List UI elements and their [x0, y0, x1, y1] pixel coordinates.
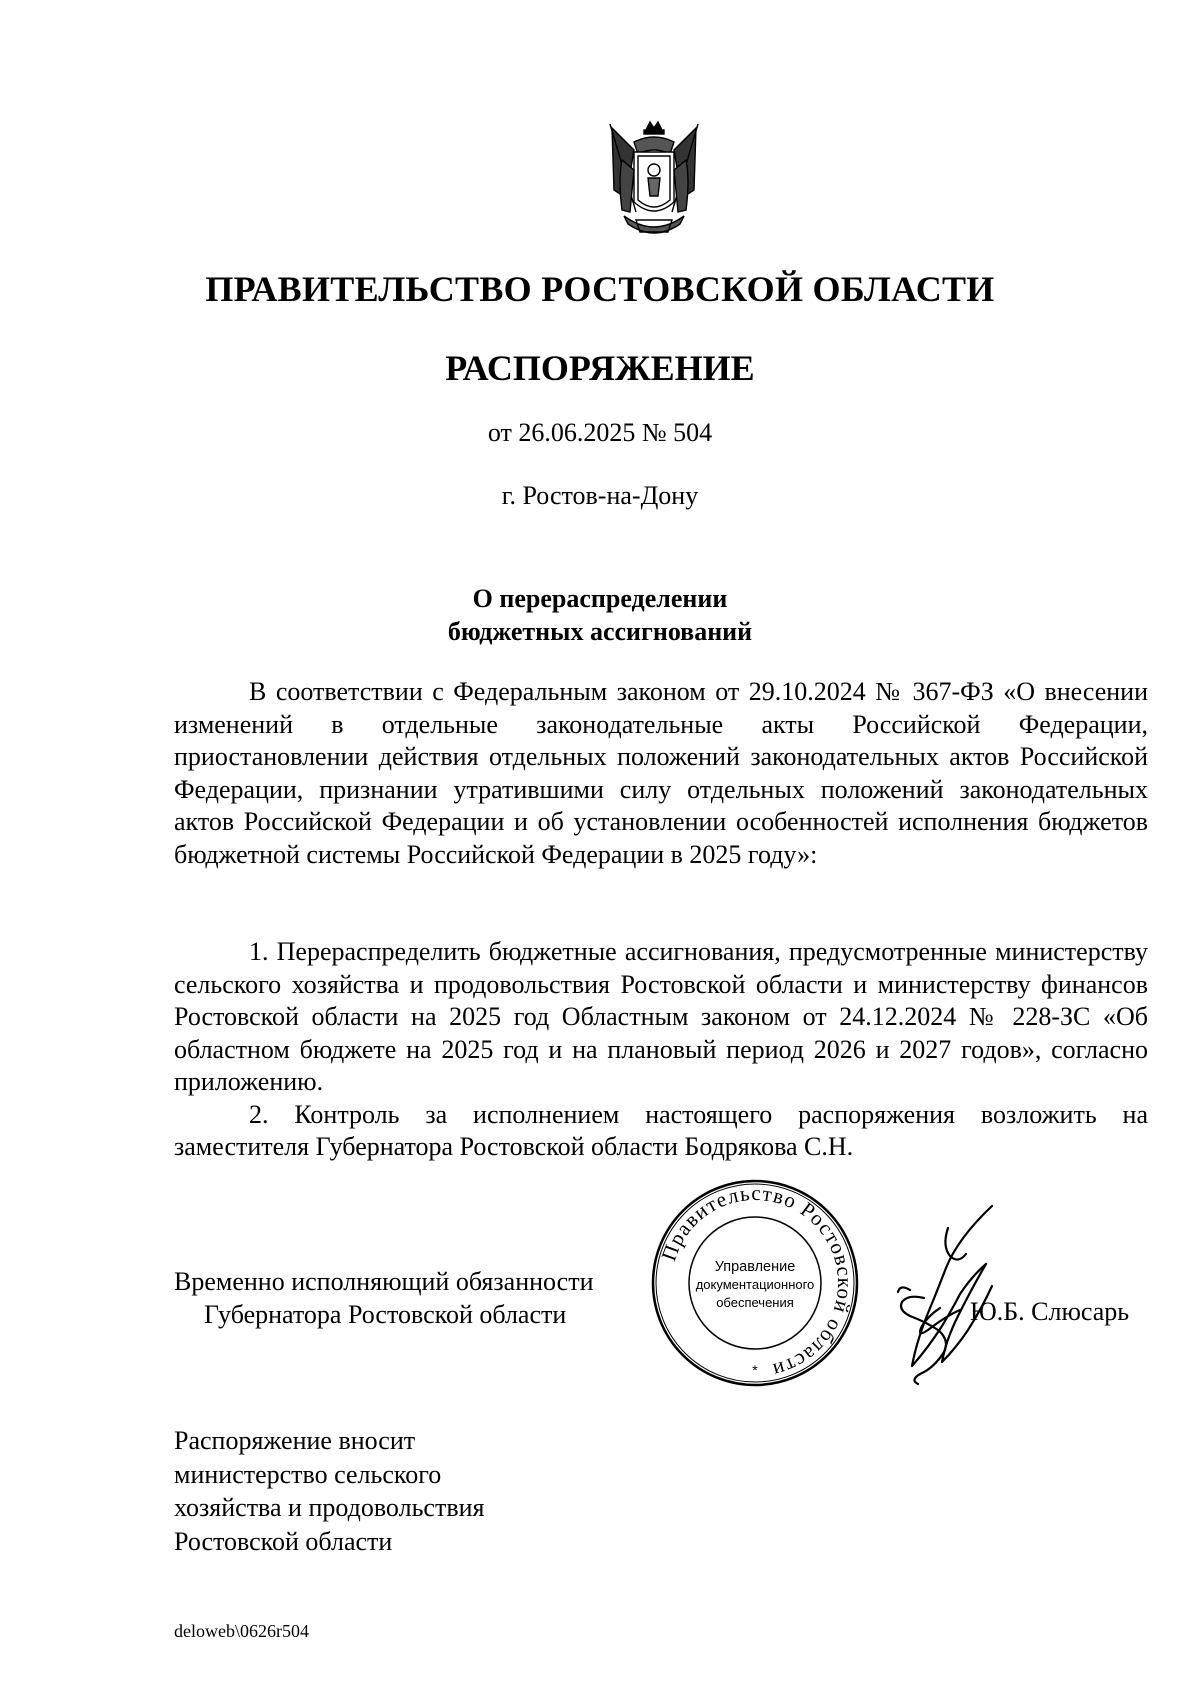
- preamble-paragraph: В соответствии с Федеральным законом от 29.10.2024 № 367-ФЗ «О внесении изменений в отдельные законодательные акты Российской Федерации, приостановлении действия отдельных положений законодательных актов Российской Федерации, признании утратившими силу отдельных положений законодательных актов Российской Федерации и об установлении особенностей исполнения бюджетов бюджетной системы Российской Федерации в 2025 году»:: [174, 677, 1148, 869]
- document-subject: [0, 582, 1200, 648]
- document-city: г. Ростов-на-Дону: [501, 481, 699, 510]
- signer-position-line-1: Временно исполняющий обязанности: [174, 1267, 594, 1296]
- government-title: ПРАВИТЕЛЬСТВО РОСТОВСКОЙ ОБЛАСТИ: [205, 269, 995, 309]
- order-point-2: 2. Контроль за исполнением настоящего распоряжения возложить на заместителя Губернатора Ростовской области Бодрякова С.Н.: [174, 1099, 1148, 1161]
- introducer-line-2: министерство сельского: [174, 1459, 442, 1489]
- stamp-inner-line-2: документационного: [695, 1277, 815, 1292]
- document-date-number: от 26.06.2025 № 504: [487, 418, 713, 447]
- signer-position-line-2: Губернатора Ростовской области: [204, 1300, 567, 1329]
- order-point-1: 1. Перераспределить бюджетные ассигнования, предусмотренные министерству сельского хозяйства и продовольствия Ростовской области и министерству финансов Ростовской области на 2025 год Областным законом от 24.12.2024 № 228-ЗС «Об областном бюджете на 2025 год и на плановый период 2026 и 2027 годов», согласно приложению.: [174, 937, 1148, 1096]
- stamp-inner-line-3: обеспечения: [716, 1295, 794, 1310]
- file-code: deloweb\0626r504: [174, 1621, 309, 1641]
- document-type: РАСПОРЯЖЕНИЕ: [445, 348, 755, 388]
- stamp-star: *: [752, 1362, 758, 1378]
- introducer-line-3: хозяйства и продовольствия: [174, 1493, 485, 1522]
- order-points: [174, 936, 1148, 1164]
- preamble: [174, 676, 1148, 871]
- signer-position: [174, 1265, 594, 1331]
- coat-of-arms-icon: [604, 120, 704, 240]
- stamp-inner-line-1: Управление: [714, 1259, 796, 1275]
- introducer-line-4: Ростовской области: [174, 1526, 393, 1556]
- subject-line-1: О перераспределении: [472, 584, 728, 613]
- stamp-outer-text: Правительство Ростовской области: [656, 1180, 858, 1384]
- official-stamp: [650, 1178, 860, 1388]
- introducer-line-1: Распоряжение вносит: [174, 1426, 416, 1455]
- signer-name: Ю.Б. Слюсарь: [970, 1297, 1130, 1326]
- introducer-block: [174, 1424, 484, 1558]
- subject-line-2: бюджетных ассигнований: [447, 617, 753, 646]
